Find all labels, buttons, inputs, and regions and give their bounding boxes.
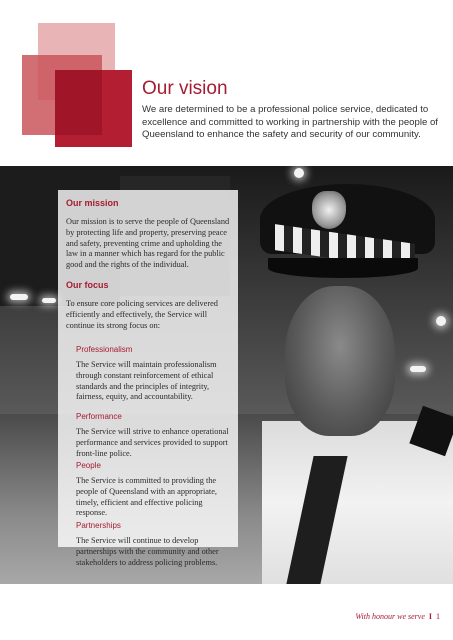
focus-item-title: People [76, 461, 101, 470]
mission-title: Our mission [66, 198, 119, 208]
focus-item-title: Performance [76, 412, 122, 421]
mission-focus-panel [58, 190, 238, 567]
vision-title: Our vision [142, 78, 228, 99]
cap-peak [268, 258, 418, 278]
focus-item [76, 345, 234, 403]
page-footer [355, 612, 440, 621]
vision-section [142, 78, 442, 142]
mission-text: Our mission is to serve the people of Queensland by protecting life and property, preserving peace and safety, preventing crime and upholding the law in a manner which has regard for the public good and the rights of the individual. [66, 217, 230, 270]
focus-item-text: The Service is committed to providing the people of Queensland with an appropriate, timely, efficient and effective policing response. [76, 476, 217, 518]
footer-separator: I [428, 612, 432, 621]
police-badge-icon [312, 191, 346, 229]
focus-item [76, 461, 234, 519]
mission-section [66, 198, 234, 271]
page-number: 1 [436, 612, 440, 621]
focus-item-text: The Service will continue to develop partnerships with the community and other stakeholders to address policing problems. [76, 536, 219, 567]
decor-square-overlap [55, 70, 102, 135]
focus-section [66, 280, 234, 331]
footer-motto: With honour we serve [355, 612, 425, 621]
focus-title: Our focus [66, 280, 109, 290]
focus-item [76, 521, 234, 568]
focus-item-title: Professionalism [76, 345, 133, 354]
focus-item-title: Partnerships [76, 521, 121, 530]
focus-item-text: The Service will maintain professionalism through constant reinforcement of ethical standards and the principles of integrity, fairness, equity, and accountability. [76, 360, 217, 402]
focus-intro: To ensure core policing services are delivered efficiently and effectively, the Service will continue its strong focus on: [66, 299, 218, 330]
focus-item [76, 412, 234, 459]
focus-item-text: The Service will strive to enhance operational performance and services provided to support front-line police. [76, 427, 229, 458]
officer-face [285, 286, 395, 436]
vision-text: We are determined to be a professional police service, dedicated to excellence and committed to working in partnership with the people of Queensland to enhance the safety and security of our community. [142, 104, 438, 141]
